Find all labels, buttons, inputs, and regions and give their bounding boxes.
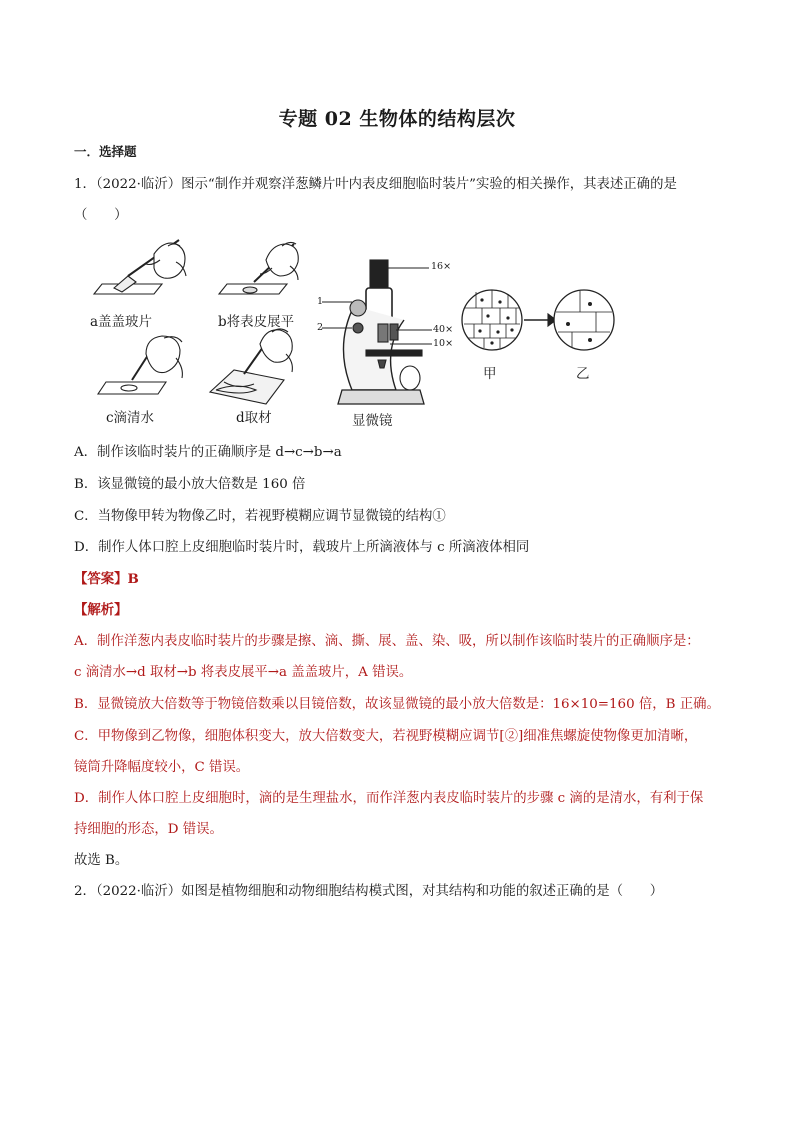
question-1-figure [84,232,624,432]
eyepiece-label: 16× [431,261,452,272]
view-yi-label: 乙 [576,366,590,382]
view-jia-label: 甲 [483,366,497,382]
option-c: C．当物像甲转为物像乙时，若视野模糊应调节显微镜的结构① [74,509,446,524]
cell-view-jia-illustration [462,290,556,350]
option-b: B．该显微镜的最小放大倍数是 160 倍 [74,477,306,492]
step-b-illustration [219,242,298,294]
figure-drawing [84,232,624,432]
question-2-stem: 2．（2022·临沂）如图是植物细胞和动物细胞结构模式图，对其结构和功能的叙述正确的是（ ） [74,884,664,899]
step-a-illustration [94,240,186,294]
conclusion: 故选 B。 [74,853,129,868]
step-c-label: c滴清水 [106,410,155,426]
part-1-label: 1 [317,296,324,307]
step-c-illustration [98,336,182,394]
cell-view-yi-illustration [554,290,614,350]
question-1-paren: （ ） [74,208,128,223]
step-d-illustration [210,329,292,404]
section-heading: 一．选择题 [74,144,137,159]
option-a: A．制作该临时装片的正确顺序是 d→c→b→a [74,445,342,460]
part-2-label: 2 [317,322,324,333]
analysis-line-7: 持细胞的形态，D 错误。 [74,822,223,837]
analysis-line-4: C．甲物像到乙物像，细胞体积变大，放大倍数变大，若视野模糊应调节[②]细准焦螺旋使物像更加清晰， [74,729,698,744]
step-a-label: a盖盖玻片 [90,314,153,330]
step-b-label: b将表皮展平 [218,314,295,330]
analysis-line-3: B．显微镜放大倍数等于物镜倍数乘以目镜倍数，故该显微镜的最小放大倍数是：16×10=160 倍，B 正确。 [74,697,720,712]
answer-label: 【答案】B [74,571,139,587]
analysis-line-5: 镜筒升降幅度较小，C 错误。 [74,760,250,775]
analysis-line-2: c 滴清水→d 取材→b 将表皮展平→a 盖盖玻片，A 错误。 [74,665,413,680]
analysis-heading: 【解析】 [74,602,128,618]
objective-10-label: 10× [433,338,454,349]
microscope-illustration [322,260,432,404]
microscope-label: 显微镜 [352,413,393,429]
analysis-line-6: D．制作人体口腔上皮细胞时，滴的是生理盐水，而作洋葱内表皮临时装片的步骤 c 滴的是清水，有利于保 [74,791,704,806]
step-d-label: d取材 [236,410,272,426]
option-d: D．制作人体口腔上皮细胞临时装片时，载玻片上所滴液体与 c 所滴液体相同 [74,540,530,555]
analysis-line-1: A．制作洋葱内表皮临时装片的步骤是擦、滴、撕、展、盖、染、吸，所以制作该临时装片的正确顺序是： [74,634,700,649]
page-title: 专题 02 生物体的结构层次 [278,108,516,130]
question-1-stem: 1．（2022·临沂）图示“制作并观察洋葱鳞片叶内表皮细胞临时装片”实验的相关操作，其表述正确的是 [74,177,677,192]
objective-40-label: 40× [433,324,454,335]
